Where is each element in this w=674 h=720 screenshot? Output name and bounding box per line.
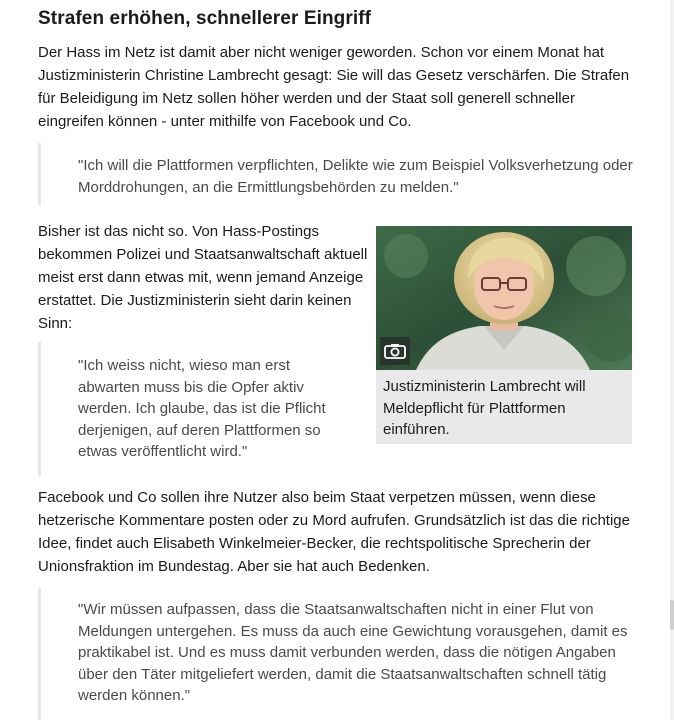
figure-caption: Justizministerin Lambrecht will Meldepflicht für Plattformen einführen.	[383, 378, 586, 438]
camera-icon[interactable]	[380, 337, 410, 365]
quote-block	[38, 143, 638, 205]
quote-block	[38, 588, 638, 720]
article-figure[interactable]	[376, 226, 632, 444]
article-paragraph: Der Hass im Netz ist damit aber nicht weniger geworden. Schon vor einem Monat hat Justizministerin Christine Lambrecht gesagt: Sie will das Gesetz verschärfen. Die Strafen für Beleidigung im Netz sollen höher werden und der Staat soll generell schneller eingreifen können - unter mithilfe von Facebook und Co.	[38, 44, 630, 130]
quote-block	[38, 342, 354, 476]
scrollbar-thumb[interactable]	[670, 600, 674, 630]
article-paragraph: Facebook und Co sollen ihre Nutzer also beim Staat verpetzen müssen, wenn diese hetzerische Kommentare posten oder zu Mord aufrufen. Grundsätzlich ist das die richtige Idee, findet auch Elisabeth Winkelmeier-Becker, die rechtspolitische Sprecherin der Unionsfraktion im Bundestag. Aber sie hat auch Bedenken.	[38, 489, 630, 575]
portrait-image	[376, 226, 632, 370]
quote-text: "Wir müssen aufpassen, dass die Staatsanwaltschaften nicht in einer Flut von Meldungen untergehen. Es muss da auch eine Gewichtung vorausgehen, damit es praktikabel ist. Und es muss damit verbunden werden, dass die nötigen Angaben über den Täter mitgeliefert werden, damit die Staatsanwaltschaften schnell tätig werden können."	[78, 601, 628, 704]
article-paragraph: Bisher ist das nicht so. Von Hass-Postings bekommen Polizei und Staatsanwaltschaft aktuell meist erst dann etwas mit, wenn jemand Anzeige erstattet. Die Justizministerin sieht darin keinen Sinn:	[38, 223, 368, 332]
quote-text: "Ich weiss nicht, wieso man erst abwarten muss bis die Opfer aktiv werden. Ich glaube, das ist die Pflicht derjenigen, auf deren Plattformen so etwas veröffentlicht wird."	[78, 357, 326, 460]
quote-text: "Ich will die Plattformen verpflichten, Delikte wie zum Beispiel Volksverhetzung oder Morddrohungen, an die Ermittlungsbehörden zu melden."	[78, 157, 633, 196]
portrait-photo[interactable]	[376, 226, 632, 370]
section-heading: Strafen erhöhen, schnellerer Eingriff	[38, 8, 372, 29]
